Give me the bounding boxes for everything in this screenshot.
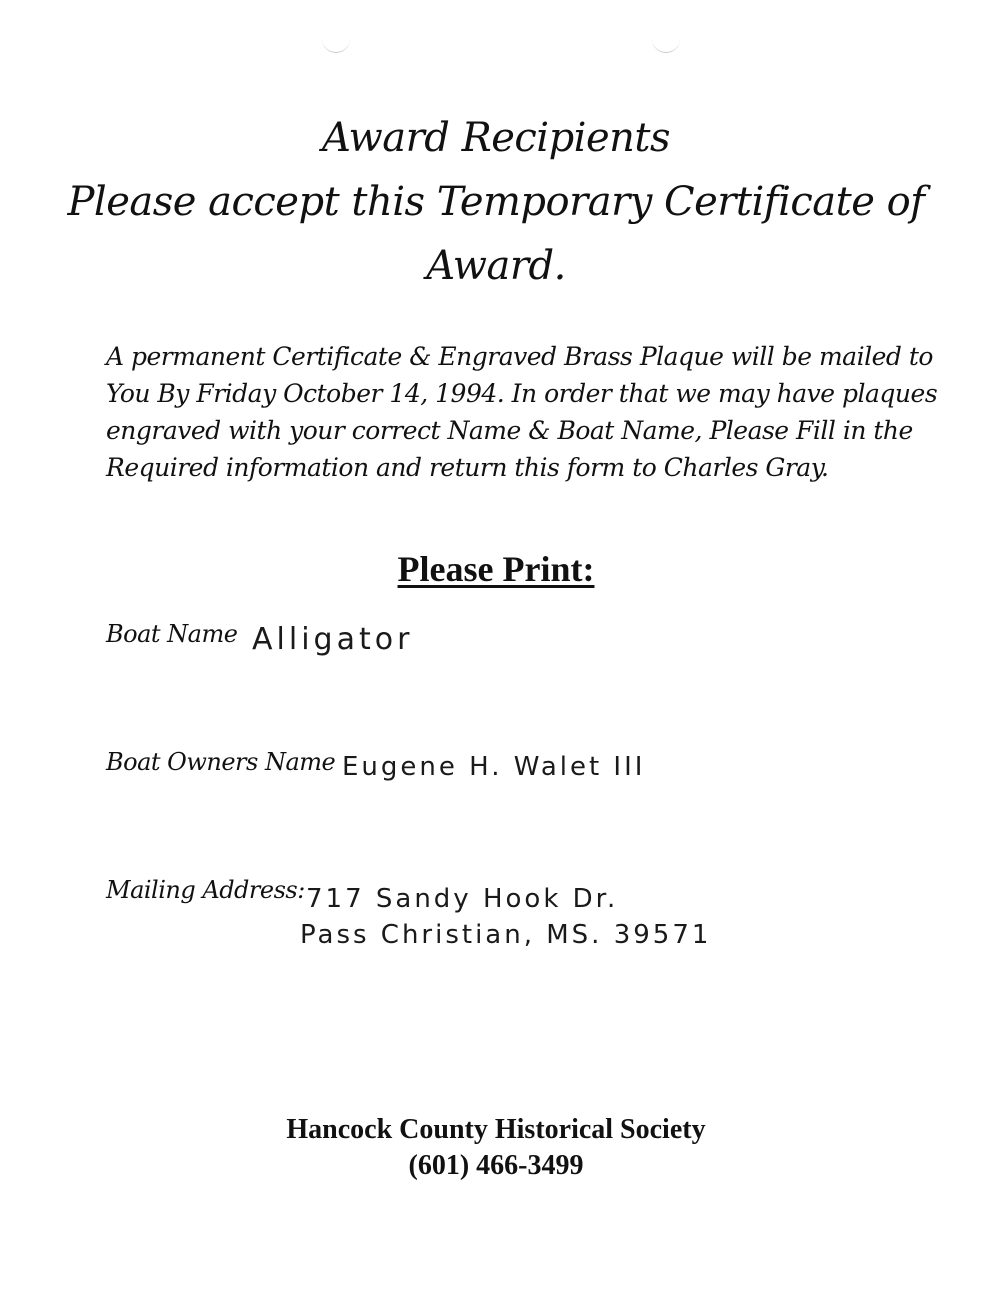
boat-owner-label: Boat Owners Name bbox=[106, 748, 336, 776]
mailing-address-label: Mailing Address: bbox=[106, 876, 305, 904]
punch-hole-mark-left bbox=[322, 38, 350, 53]
heading-accept-certificate: Please accept this Temporary Certificate of bbox=[67, 179, 925, 225]
boat-name-value: Alligator bbox=[252, 622, 414, 657]
footer-phone: (601) 466-3499 bbox=[408, 1150, 584, 1181]
please-print-text: Please Print: bbox=[397, 549, 595, 589]
footer-organization: Hancock County Historical Society bbox=[286, 1114, 706, 1145]
boat-owner-value: Eugene H. Walet III bbox=[342, 752, 646, 782]
mailing-address-line2: Pass Christian, MS. 39571 bbox=[300, 920, 712, 950]
instructions-line: You By Friday October 14, 1994. In order that we may have plaques bbox=[106, 379, 938, 408]
please-print-heading bbox=[0, 548, 992, 590]
instructions-line: A permanent Certificate & Engraved Brass Plaque will be mailed to bbox=[106, 342, 933, 371]
boat-name-label: Boat Name bbox=[106, 620, 238, 648]
heading-award-recipients: Award Recipients bbox=[321, 115, 671, 161]
instructions-line: Required information and return this form to Charles Gray. bbox=[106, 453, 829, 482]
instructions-paragraph bbox=[106, 338, 938, 486]
mailing-address-line1: 717 Sandy Hook Dr. bbox=[306, 884, 619, 914]
heading-award: Award. bbox=[426, 243, 566, 289]
instructions-line: engraved with your correct Name & Boat Name, Please Fill in the bbox=[106, 416, 913, 445]
punch-hole-mark-right bbox=[652, 38, 680, 53]
